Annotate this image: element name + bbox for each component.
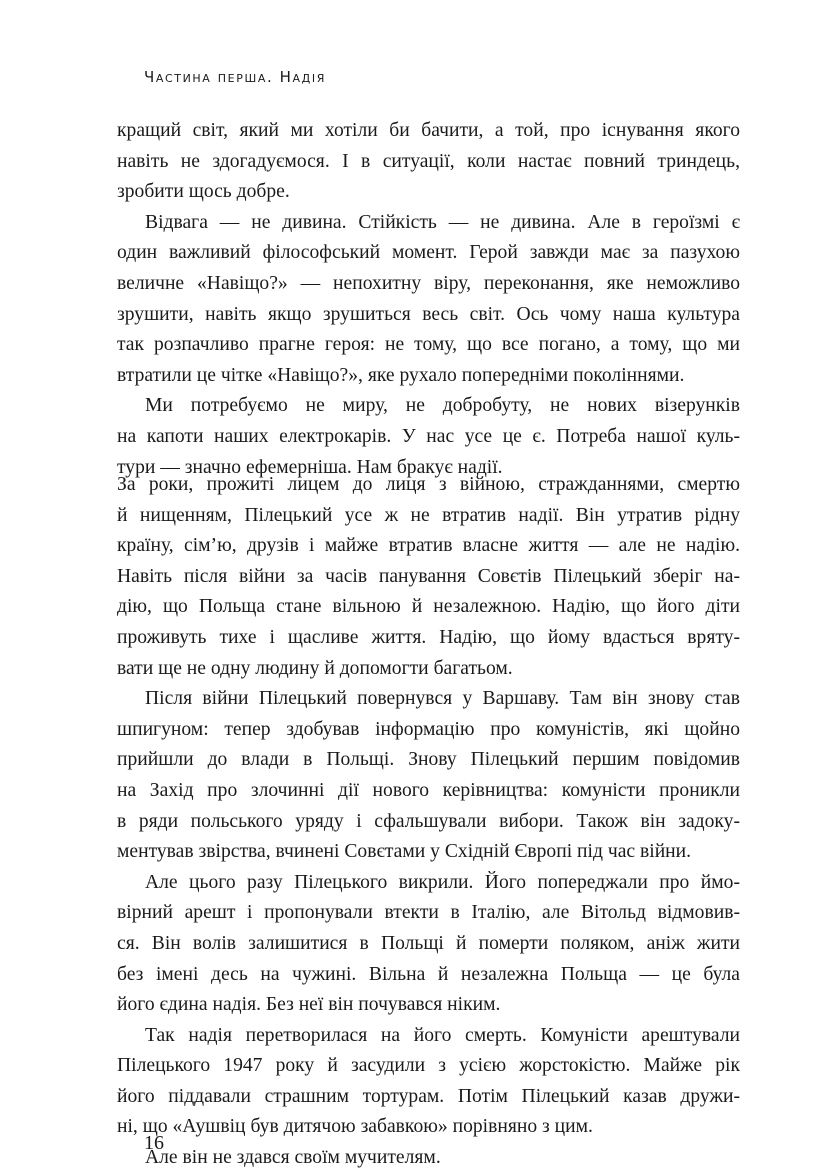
text-line: вати ще не одну людину й допомогти багатьом. bbox=[117, 657, 513, 679]
text-line: проживуть тихе і щасливе життя. Надію, що йому вдасться вряту- bbox=[117, 626, 740, 648]
text-block-2 bbox=[117, 470, 740, 1174]
text-line: кращий світ, який ми хотіли би бачити, а той, про існування якого bbox=[117, 120, 740, 141]
text-line: За роки, прожиті лицем до лиця з війною, стражданнями, смертю bbox=[117, 474, 740, 495]
text-line: Після війни Пілецький повернувся у Варшаву. Там він знову став bbox=[145, 688, 740, 710]
text-line: країну, сім’ю, друзів і майже втратив власне життя — але не надію. bbox=[117, 535, 740, 557]
text-line: в ряди польського уряду і сфальшували вибори. Також він задоку- bbox=[117, 810, 740, 832]
text-line: вірний арешт і пропонували втекти в Італію, але Вітольд відмовив- bbox=[117, 902, 740, 924]
text-line: ся. Він волів залишитися в Польщі й померти поляком, аніж жити bbox=[117, 932, 740, 954]
text-line: зрушити, навіть якщо зрушиться весь світ. Ось чому наша культура bbox=[117, 303, 740, 325]
text-line: його піддавали страшним тортурам. Потім Пілецький казав дружи- bbox=[117, 1085, 740, 1107]
text-line: ментував звірства, вчинені Совєтами у Східній Європі під час війни. bbox=[117, 841, 692, 863]
text-line: Відвага — не дивина. Стійкість — не дивина. Але в героїзмі є bbox=[145, 211, 740, 233]
text-line: шпигуном: тепер здобував інформацію про комуністів, які щойно bbox=[117, 718, 740, 740]
text-line: на Захід про злочинні дії нового керівництва: комуністи проникли bbox=[117, 779, 740, 801]
text-line: Але він не здався своїм мучителям. bbox=[145, 1147, 441, 1169]
text-line: Ми потребуємо не миру, не добробуту, не нових візерунків bbox=[145, 395, 740, 417]
text-line: так розпачливо прагне героя: не тому, що все погано, а тому, що ми bbox=[117, 334, 740, 356]
text-line: Пілецького 1947 року й засудили з усією жорстокістю. Майже рік bbox=[117, 1055, 740, 1077]
text-line: зробити щось добре. bbox=[117, 181, 290, 203]
text-line: його єдина надія. Без неї він почувався ніким. bbox=[117, 994, 501, 1016]
text-line: й нищенням, Пілецький усе ж не втратив надії. Він утратив рідну bbox=[117, 504, 740, 526]
text-line: втратили це чітке «Навіщо?», яке рухало попередніми поколіннями. bbox=[117, 364, 685, 386]
text-line: тури — значно ефемерніша. Нам бракує надії. bbox=[117, 456, 503, 478]
page-number: 16 bbox=[144, 1132, 164, 1154]
text-line: Так надія перетворилася на його смерть. Комуністи арештували bbox=[145, 1024, 740, 1046]
running-head: Частина перша. Надія bbox=[144, 68, 326, 86]
text-block-1 bbox=[117, 116, 740, 483]
text-line: без імені десь на чужині. Вільна й незалежна Польща — це була bbox=[117, 963, 740, 985]
text-line: навіть не здогадуємося. І в ситуації, коли настає повний триндець, bbox=[117, 150, 740, 172]
text-line: один важливий філософський момент. Герой завжди має за пазухою bbox=[117, 242, 740, 264]
text-line: величне «Навіщо?» — непохитну віру, переконання, яке неможливо bbox=[117, 272, 740, 294]
text-line: Але цього разу Пілецького викрили. Його попереджали про ймо- bbox=[145, 871, 740, 893]
text-line: дію, що Польща стане вільною й незалежною. Надію, що його діти bbox=[117, 596, 740, 618]
text-line: на капоти наших електрокарів. У нас усе це є. Потреба нашої куль- bbox=[117, 425, 740, 447]
text-line: прийшли до влади в Польщі. Знову Пілецький першим повідомив bbox=[117, 749, 740, 771]
text-line: Навіть після війни за часів панування Совєтів Пілецький зберіг на- bbox=[117, 565, 740, 587]
text-line: ні, що «Аушвіц був дитячою забавкою» порівняно з цим. bbox=[117, 1116, 593, 1138]
